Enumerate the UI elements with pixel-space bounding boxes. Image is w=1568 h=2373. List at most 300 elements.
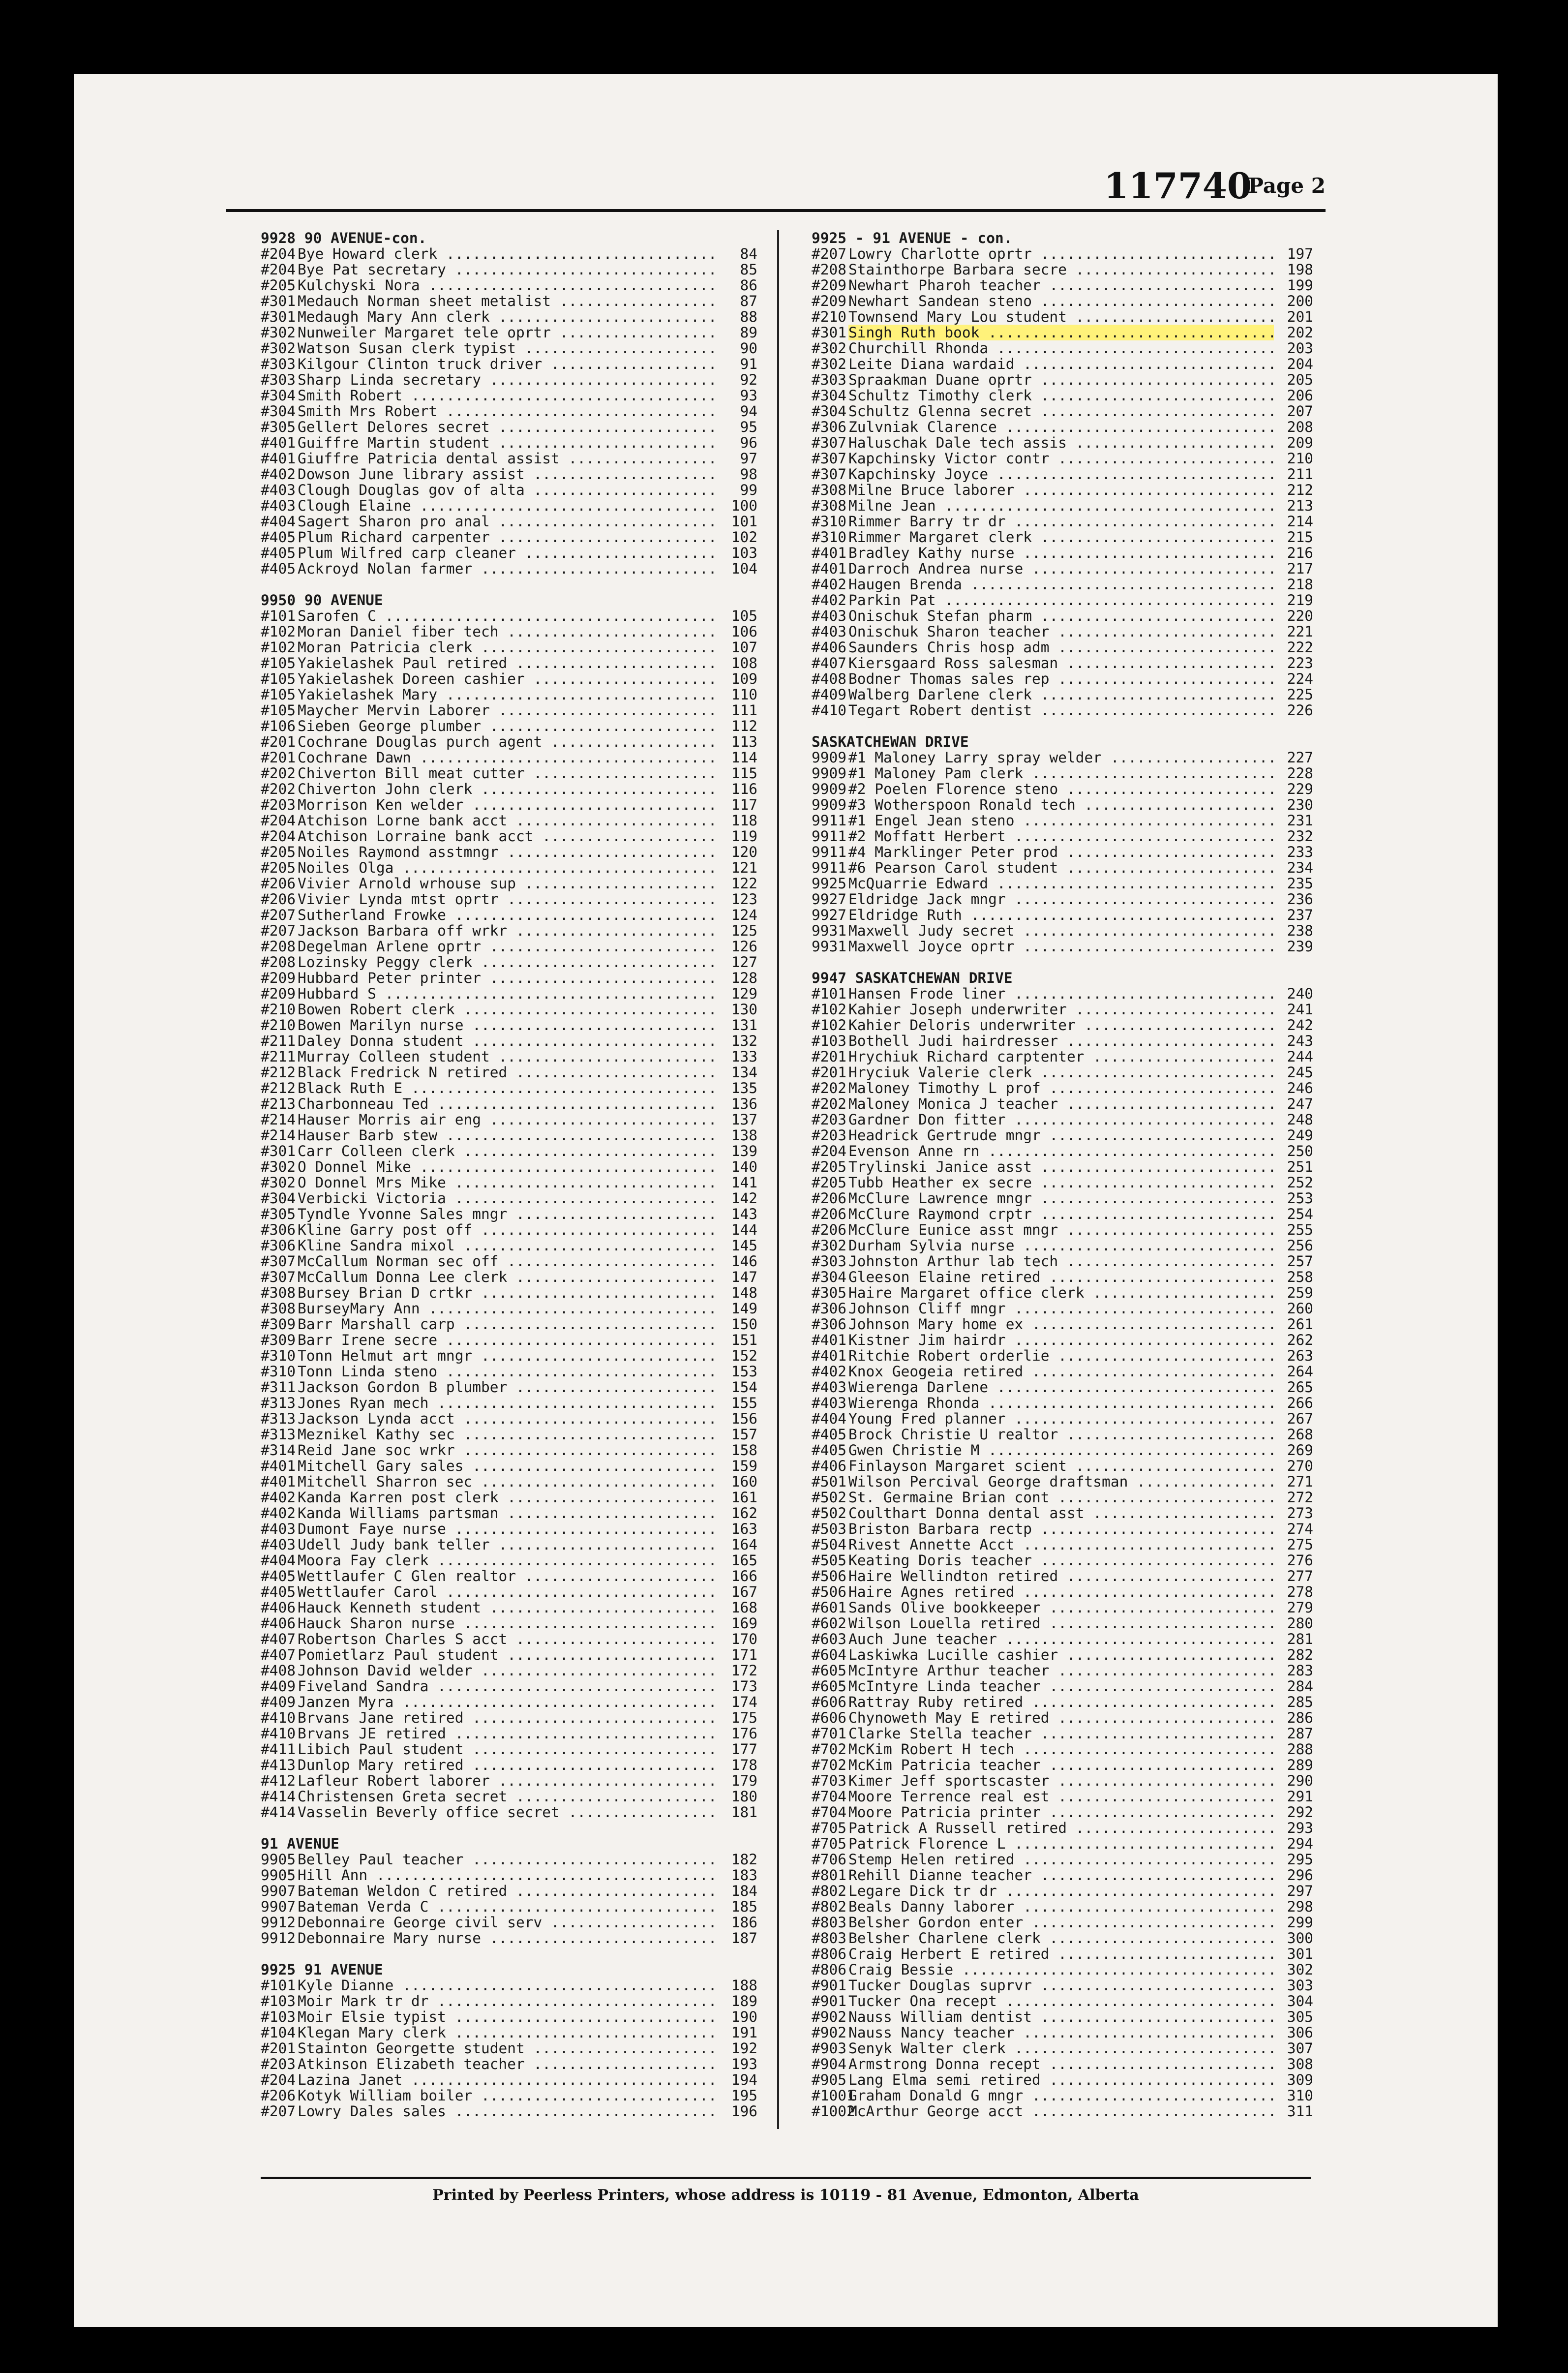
- unit-number: #202: [812, 1080, 847, 1096]
- unit-number: #206: [261, 875, 296, 892]
- resident-entry: Atkinson Elizabeth teacher .....: [298, 2056, 718, 2072]
- directory-row: [261, 482, 757, 498]
- unit-number: #605: [812, 1662, 847, 1679]
- directory-row: [261, 608, 757, 624]
- directory-row: [812, 277, 1313, 293]
- entry-number: 124: [731, 907, 757, 923]
- unit-number: #901: [812, 1977, 847, 1994]
- entry-number: 139: [731, 1143, 757, 1159]
- directory-row: [812, 687, 1313, 702]
- directory-row: [261, 1757, 757, 1773]
- entry-number: 173: [731, 1678, 757, 1695]
- entry-number: 107: [731, 639, 757, 656]
- unit-number: #203: [261, 2056, 296, 2072]
- resident-entry: Kline Sandra mixol .....: [298, 1238, 718, 1253]
- unit-number: #101: [812, 985, 847, 1002]
- directory-row: [812, 639, 1313, 655]
- unit-number: #303: [812, 371, 847, 388]
- entry-number: 105: [731, 608, 757, 624]
- entry-number: 84: [740, 245, 757, 262]
- directory-row: [812, 1143, 1313, 1159]
- directory-row: [261, 2088, 757, 2103]
- directory-row: [261, 262, 757, 277]
- unit-number: #905: [812, 2071, 847, 2088]
- directory-row: [261, 1867, 757, 1883]
- resident-entry: Knox Geogeia retired .....: [848, 1364, 1274, 1379]
- directory-row: [261, 2040, 757, 2056]
- unit-number: #401: [261, 450, 296, 467]
- resident-entry: Rattray Ruby retired .....: [848, 1694, 1274, 1710]
- resident-entry: Clough Douglas gov of alta .....: [298, 482, 718, 498]
- unit-number: #311: [261, 1379, 296, 1396]
- entry-number: 168: [731, 1599, 757, 1616]
- directory-row: [812, 1993, 1313, 2009]
- resident-entry: #2 Poelen Florence steno .....: [848, 781, 1274, 797]
- directory-row: [812, 2072, 1313, 2088]
- unit-number: #802: [812, 1898, 847, 1915]
- directory-row: [812, 482, 1313, 498]
- directory-row: [261, 1915, 757, 1930]
- directory-row: [812, 765, 1313, 781]
- entry-number: 151: [731, 1332, 757, 1348]
- unit-number: #205: [812, 1158, 847, 1175]
- directory-row: [812, 1568, 1313, 1584]
- section-heading: SASKATCHEWAN DRIVE: [812, 733, 969, 750]
- unit-number: #301: [812, 324, 847, 341]
- directory-row: [261, 1458, 757, 1474]
- directory-row: [812, 891, 1313, 907]
- entry-number: 277: [1287, 1568, 1313, 1584]
- unit-number: #406: [261, 1599, 296, 1616]
- entry-number: 86: [740, 277, 757, 294]
- entry-number: 263: [1287, 1347, 1313, 1364]
- unit-number: #201: [812, 1064, 847, 1081]
- entry-number: 311: [1287, 2103, 1313, 2120]
- resident-entry: Bateman Verda C .....: [298, 1899, 718, 1915]
- resident-entry: Dumont Faye nurse .....: [298, 1521, 718, 1537]
- directory-row: [812, 2025, 1313, 2040]
- resident-entry: Rehill Dianne teacher .....: [848, 1867, 1274, 1883]
- directory-row: [261, 2056, 757, 2072]
- page-label: Page 2: [1248, 174, 1326, 198]
- directory-row: [812, 1411, 1313, 1427]
- entry-number: 183: [731, 1867, 757, 1884]
- unit-number: #306: [812, 1316, 847, 1333]
- directory-row: [261, 1206, 757, 1222]
- directory-row: [261, 340, 757, 356]
- entry-number: 286: [1287, 1709, 1313, 1726]
- entry-number: 170: [731, 1631, 757, 1647]
- entry-number: 272: [1287, 1489, 1313, 1506]
- resident-entry: Noiles Olga .....: [298, 860, 718, 876]
- entry-number: 227: [1287, 749, 1313, 766]
- entry-number: 212: [1287, 482, 1313, 498]
- directory-row: [261, 1474, 757, 1490]
- entry-number: 134: [731, 1064, 757, 1081]
- unit-number: 9927: [812, 907, 847, 923]
- unit-number: #210: [261, 1001, 296, 1018]
- unit-number: #409: [261, 1678, 296, 1695]
- entry-number: 205: [1287, 371, 1313, 388]
- directory-row: [812, 1017, 1313, 1033]
- resident-entry: Patrick Florence L .....: [848, 1836, 1274, 1852]
- entry-number: 99: [740, 482, 757, 498]
- entry-number: 218: [1287, 576, 1313, 593]
- entry-number: 172: [731, 1662, 757, 1679]
- directory-row: [261, 1427, 757, 1442]
- unit-number: #301: [261, 293, 296, 309]
- directory-row: [812, 1726, 1313, 1741]
- resident-entry: Hansen Frode liner .....: [848, 986, 1274, 1002]
- resident-entry: Tucker Ona recept .....: [848, 1993, 1274, 2009]
- entry-number: 106: [731, 623, 757, 640]
- unit-number: 9911: [812, 859, 847, 876]
- entry-number: 196: [731, 2103, 757, 2120]
- directory-row: [261, 1631, 757, 1647]
- entry-number: 301: [1287, 1946, 1313, 1962]
- entry-number: 129: [731, 985, 757, 1002]
- directory-row: [812, 1112, 1313, 1127]
- directory-row: [812, 1159, 1313, 1175]
- resident-entry: Wilson Louella retired .....: [848, 1615, 1274, 1631]
- resident-entry: Bye Howard clerk .....: [298, 246, 718, 262]
- unit-number: 9905: [261, 1867, 296, 1884]
- unit-number: #105: [261, 655, 296, 671]
- unit-number: #402: [261, 1489, 296, 1506]
- entry-number: 201: [1287, 308, 1313, 325]
- entry-number: 85: [740, 261, 757, 278]
- resident-entry: Kahier Deloris underwriter .....: [848, 1017, 1274, 1033]
- directory-row: [812, 828, 1313, 844]
- unit-number: #903: [812, 2040, 847, 2057]
- street-section: [261, 230, 757, 577]
- directory-row: [261, 1663, 757, 1678]
- resident-entry: Spraakman Duane oprtr .....: [848, 372, 1274, 388]
- entry-number: 258: [1287, 1269, 1313, 1285]
- entry-number: 131: [731, 1017, 757, 1034]
- directory-row: [261, 797, 757, 813]
- directory-row: [261, 1316, 757, 1332]
- unit-number: #202: [261, 781, 296, 797]
- directory-row: [261, 1379, 757, 1395]
- directory-row: [261, 765, 757, 781]
- resident-entry: Bradley Kathy nurse .....: [848, 545, 1274, 561]
- entry-number: 280: [1287, 1615, 1313, 1632]
- entry-number: 186: [731, 1914, 757, 1931]
- entry-number: 130: [731, 1001, 757, 1018]
- resident-entry: Sagert Sharon pro anal .....: [298, 514, 718, 529]
- unit-number: #305: [261, 1206, 296, 1222]
- unit-number: 9907: [261, 1883, 296, 1899]
- entry-number: 305: [1287, 2008, 1313, 2025]
- directory-row: [261, 388, 757, 403]
- unit-number: 9927: [812, 891, 847, 908]
- directory-row: [812, 309, 1313, 325]
- entry-number: 244: [1287, 1048, 1313, 1065]
- entry-number: 306: [1287, 2024, 1313, 2041]
- entry-number: 236: [1287, 891, 1313, 908]
- entry-number: 89: [740, 324, 757, 341]
- directory-row: [812, 1316, 1313, 1332]
- directory-row: [812, 1584, 1313, 1600]
- resident-entry: Haugen Brenda .....: [848, 577, 1274, 592]
- unit-number: #204: [261, 812, 296, 829]
- resident-entry: Wilson Percival George draftsman .....: [848, 1474, 1274, 1490]
- resident-entry: McQuarrie Edward .....: [848, 876, 1274, 891]
- resident-entry: McIntyre Arthur teacher .....: [848, 1663, 1274, 1678]
- resident-entry: Black Fredrick N retired .....: [298, 1065, 718, 1080]
- unit-number: #401: [812, 1347, 847, 1364]
- resident-entry: Kapchinsky Victor contr .....: [848, 451, 1274, 466]
- resident-entry: Milne Bruce laborer .....: [848, 482, 1274, 498]
- directory-row: [261, 1096, 757, 1112]
- resident-entry: McKim Patricia teacher .....: [848, 1757, 1274, 1773]
- resident-entry: Mitchell Gary sales .....: [298, 1458, 718, 1474]
- entry-number: 214: [1287, 513, 1313, 530]
- unit-number: #207: [261, 2103, 296, 2120]
- directory-row: [261, 293, 757, 309]
- unit-number: #203: [261, 796, 296, 813]
- directory-row: [812, 388, 1313, 403]
- directory-row: [261, 403, 757, 419]
- entry-number: 191: [731, 2024, 757, 2041]
- entry-number: 295: [1287, 1851, 1313, 1868]
- directory-row: [261, 1883, 757, 1899]
- directory-row: [261, 1490, 757, 1505]
- resident-entry: Kotyk William boiler .....: [298, 2088, 718, 2103]
- directory-row: [812, 1836, 1313, 1852]
- unit-number: #306: [261, 1237, 296, 1254]
- unit-number: #407: [261, 1646, 296, 1663]
- unit-number: #506: [812, 1583, 847, 1600]
- resident-entry: Durham Sylvia nurse .....: [848, 1238, 1274, 1253]
- entry-number: 246: [1287, 1080, 1313, 1096]
- right-column: [812, 230, 1313, 2119]
- directory-row: [812, 923, 1313, 939]
- unit-number: #205: [261, 859, 296, 876]
- directory-row: [812, 624, 1313, 639]
- resident-entry: St. Germaine Brian cont .....: [848, 1490, 1274, 1505]
- resident-entry: #3 Wotherspoon Ronald tech .....: [848, 797, 1274, 813]
- entry-number: 216: [1287, 545, 1313, 561]
- unit-number: #806: [812, 1946, 847, 1962]
- entry-number: 145: [731, 1237, 757, 1254]
- directory-row: [261, 1584, 757, 1600]
- unit-number: #214: [261, 1111, 296, 1128]
- entry-number: 276: [1287, 1552, 1313, 1569]
- entry-number: 143: [731, 1206, 757, 1222]
- entry-number: 226: [1287, 702, 1313, 719]
- entry-number: 281: [1287, 1631, 1313, 1647]
- street-section: [812, 970, 1313, 2119]
- directory-row: [812, 797, 1313, 813]
- unit-number: #304: [812, 387, 847, 404]
- entry-number: 185: [731, 1898, 757, 1915]
- resident-entry: McKim Robert H tech .....: [848, 1741, 1274, 1757]
- resident-entry: #4 Marklinger Peter prod .....: [848, 844, 1274, 860]
- resident-entry: Johnston Arthur lab tech .....: [848, 1253, 1274, 1269]
- entry-number: 294: [1287, 1835, 1313, 1852]
- resident-entry: O Donnel Mike .....: [298, 1159, 718, 1175]
- unit-number: #902: [812, 2024, 847, 2041]
- unit-number: #406: [812, 639, 847, 656]
- resident-entry: Laskiwka Lucille cashier .....: [848, 1647, 1274, 1663]
- resident-entry: Patrick A Russell retired .....: [848, 1820, 1274, 1836]
- resident-entry: Tegart Robert dentist .....: [848, 702, 1274, 718]
- resident-entry: Chynoweth May E retired .....: [848, 1710, 1274, 1726]
- entry-number: 229: [1287, 781, 1313, 797]
- entry-number: 97: [740, 450, 757, 467]
- unit-number: #706: [812, 1851, 847, 1868]
- resident-entry: #1 Maloney Larry spray welder .....: [848, 750, 1274, 765]
- unit-number: #307: [812, 450, 847, 467]
- directory-row: [812, 1899, 1313, 1915]
- directory-row: [812, 1285, 1313, 1301]
- directory-row: [812, 1364, 1313, 1379]
- unit-number: #102: [261, 639, 296, 656]
- resident-entry: Sands Olive bookkeeper .....: [848, 1600, 1274, 1615]
- resident-entry: Verbicki Victoria .....: [298, 1190, 718, 1206]
- entry-number: 94: [740, 403, 757, 420]
- directory-row: [812, 1002, 1313, 1017]
- resident-entry: Graham Donald G mngr .....: [848, 2088, 1274, 2103]
- resident-entry: Hauck Kenneth student .....: [298, 1600, 718, 1615]
- resident-entry: Rivest Annette Acct .....: [848, 1537, 1274, 1552]
- resident-entry: Bodner Thomas sales rep .....: [848, 671, 1274, 687]
- directory-row: [812, 1222, 1313, 1238]
- resident-entry: Degelman Arlene oprtr .....: [298, 939, 718, 954]
- directory-row: [261, 671, 757, 687]
- resident-entry: Haire Wellindton retired .....: [848, 1568, 1274, 1584]
- directory-row: [261, 1852, 757, 1867]
- resident-entry: Jackson Barbara off wrkr .....: [298, 923, 718, 939]
- resident-entry: Libich Paul student .....: [298, 1741, 718, 1757]
- resident-entry: Rimmer Margaret clerk .....: [848, 529, 1274, 545]
- directory-row: [261, 498, 757, 514]
- street-section: [261, 1836, 757, 1946]
- unit-number: #103: [812, 1033, 847, 1049]
- directory-row: [261, 639, 757, 655]
- entry-number: 177: [731, 1741, 757, 1758]
- unit-number: #309: [261, 1316, 296, 1333]
- entry-number: 310: [1287, 2087, 1313, 2104]
- resident-entry: Beals Danny laborer .....: [848, 1899, 1274, 1915]
- resident-entry: Sharp Linda secretary .....: [298, 372, 718, 388]
- directory-row: [812, 876, 1313, 891]
- entry-number: 133: [731, 1048, 757, 1065]
- unit-number: #310: [812, 529, 847, 546]
- unit-number: #301: [261, 308, 296, 325]
- directory-row: [812, 1694, 1313, 1710]
- resident-entry: Hryciuk Valerie clerk .....: [848, 1065, 1274, 1080]
- directory-row: [812, 1474, 1313, 1490]
- directory-row: [812, 1946, 1313, 1962]
- resident-entry: Tonn Helmut art mngr .....: [298, 1348, 718, 1364]
- entry-number: 161: [731, 1489, 757, 1506]
- unit-number: #103: [261, 1993, 296, 2009]
- directory-row: [812, 403, 1313, 419]
- resident-entry: Moore Patricia printer .....: [848, 1804, 1274, 1820]
- unit-number: #701: [812, 1725, 847, 1742]
- entry-number: 160: [731, 1473, 757, 1490]
- unit-number: #313: [261, 1395, 296, 1411]
- unit-number: #405: [261, 529, 296, 546]
- entry-number: 147: [731, 1269, 757, 1285]
- unit-number: #203: [812, 1127, 847, 1144]
- section-heading: 9925 - 91 AVENUE - con.: [812, 230, 1013, 246]
- street-section: [812, 734, 1313, 954]
- directory-row: [812, 2040, 1313, 2056]
- entry-number: 291: [1287, 1788, 1313, 1805]
- resident-entry: Bye Pat secretary .....: [298, 262, 718, 277]
- directory-row: [261, 1804, 757, 1820]
- directory-row: [261, 1773, 757, 1789]
- directory-row: [812, 1096, 1313, 1112]
- resident-entry: Yakielashek Mary .....: [298, 687, 718, 702]
- entry-number: 252: [1287, 1174, 1313, 1191]
- directory-row: [261, 356, 757, 372]
- unit-number: #206: [812, 1190, 847, 1207]
- directory-row: [812, 1615, 1313, 1631]
- resident-entry: Guiffre Martin student .....: [298, 435, 718, 451]
- resident-entry: Rimmer Barry tr dr .....: [848, 514, 1274, 529]
- directory-row: [261, 1238, 757, 1253]
- unit-number: #404: [261, 1552, 296, 1569]
- resident-entry: Dowson June library assist .....: [298, 466, 718, 482]
- section-heading: 9950 90 AVENUE: [261, 592, 383, 608]
- directory-row: [261, 1395, 757, 1411]
- entry-number: 103: [731, 545, 757, 561]
- entry-number: 250: [1287, 1143, 1313, 1159]
- entry-number: 122: [731, 875, 757, 892]
- unit-number: #605: [812, 1678, 847, 1695]
- unit-number: #407: [261, 1631, 296, 1647]
- entry-number: 235: [1287, 875, 1313, 892]
- resident-entry: Kiersgaard Ross salesman .....: [848, 655, 1274, 671]
- unit-number: #406: [812, 1458, 847, 1474]
- unit-number: #309: [261, 1332, 296, 1348]
- directory-row: [261, 1080, 757, 1096]
- directory-row: [261, 891, 757, 907]
- resident-entry: Johnson Mary home ex .....: [848, 1316, 1274, 1332]
- unit-number: 9925: [812, 875, 847, 892]
- resident-entry: Black Ruth E .....: [298, 1080, 718, 1096]
- entry-number: 100: [731, 497, 757, 514]
- unit-number: #203: [812, 1111, 847, 1128]
- entry-number: 217: [1287, 560, 1313, 577]
- unit-number: #703: [812, 1772, 847, 1789]
- entry-number: 307: [1287, 2040, 1313, 2057]
- entry-number: 240: [1287, 985, 1313, 1002]
- entry-number: 264: [1287, 1363, 1313, 1380]
- entry-number: 232: [1287, 828, 1313, 845]
- unit-number: #705: [812, 1835, 847, 1852]
- directory-row: [261, 907, 757, 923]
- entry-number: 261: [1287, 1316, 1313, 1333]
- unit-number: #1002: [812, 2103, 855, 2120]
- entry-number: 299: [1287, 1914, 1313, 1931]
- column-divider: [777, 230, 779, 2129]
- unit-number: #105: [261, 686, 296, 703]
- entry-number: 289: [1287, 1757, 1313, 1773]
- unit-number: #409: [812, 686, 847, 703]
- resident-entry: Medauch Norman sheet metalist .....: [298, 293, 718, 309]
- directory-row: [261, 655, 757, 671]
- entry-number: 241: [1287, 1001, 1313, 1018]
- directory-row: [261, 1222, 757, 1238]
- entry-number: 248: [1287, 1111, 1313, 1128]
- resident-entry: Kline Garry post off .....: [298, 1222, 718, 1238]
